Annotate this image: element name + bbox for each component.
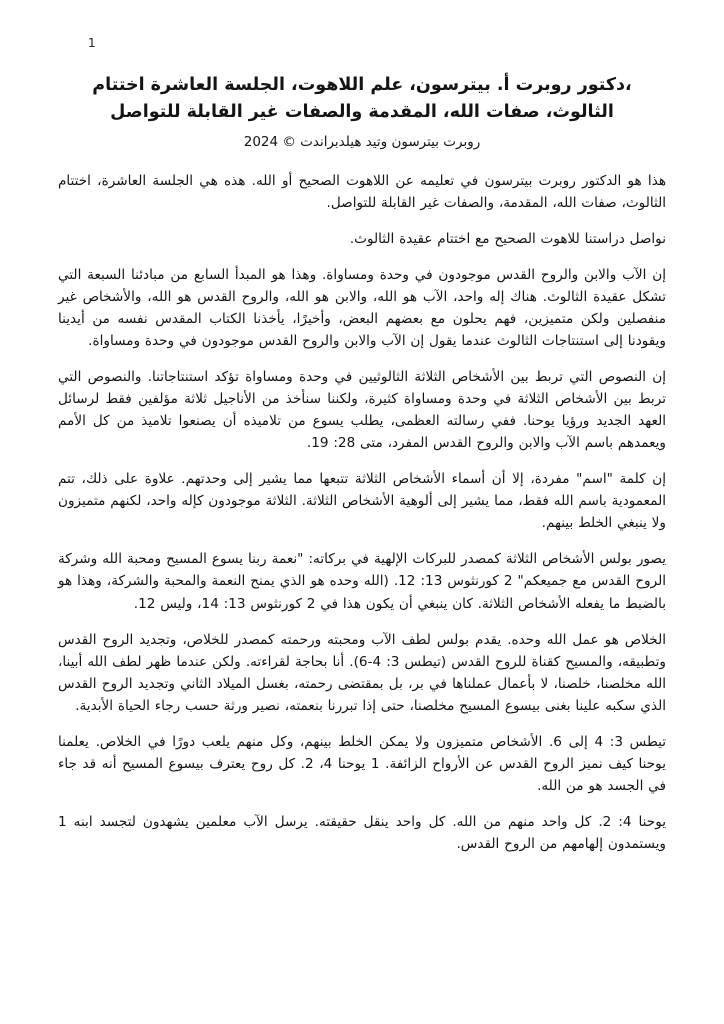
paragraph-titus: تيطس 3: 4 إلى 6. الأشخاص متميزون ولا يمكن الخلط بينهم، وكل منهم يلعب دورًا في الخلاص. يعلمنا يوحنا كيف نميز الروح القدس عن الأرواح الزائفة. 1 يوحنا 4، 2. كل روح يعترف بيسوع المسيح أنه قد جاء في الجسد هو من الله. <box>58 733 666 794</box>
document-title: ،دكتور روبرت أ. بيترسون، علم اللاهوت، الجلسة العاشرة اختتام الثالوث، صفات الله، المقدمة والصفات غير القابلة للتواصل <box>92 75 632 123</box>
paragraph-john: يوحنا 4: 2. كل واحد منهم من الله. كل واحد ينقل حقيقته. يرسل الآب معلمين يشهدون لتجسد ابنه 1 ويستمدون إلهامهم من الروح القدس. <box>58 813 666 852</box>
paragraph-paul-benediction: يصور بولس الأشخاص الثلاثة كمصدر للبركات الإلهية في بركاته: "نعمة ربنا يسوع المسيح ومحبة الله وشركة الروح القدس مع جميعكم" 2 كورنثوس 13: 12. (الله وحده هو الذي يمنح النعمة والمحبة والشركة، وهذا هو بالضبط ما يفعله الأشخاص الثلاثة. كان ينبغي أن يكون هذا في 2 كورنثوس 13: 14، وليس 12. <box>58 551 667 612</box>
paragraph-salvation: الخلاص هو عمل الله وحده. يقدم بولس لطف الآب ومحبته ورحمته كمصدر للخلاص، وتجديد الروح القدس وتطبيقه، والمسيح كقناة للروح القدس (تيطس 3: 4-6). أنا بحاجة لقراءته. ولكن عندما ظهر لطف الله أبينا، الله مخلصنا، خلصنا، لا بأعمال عملناها في بر، بل بمقتضى رحمته، بغسل الميلاد الثاني وتجديد الروح القدس الذي سكبه علينا بغنى بيسوع المسيح مخلصنا، حتى إذا تبررنا بنعمته، نصير ورثة حسب رجاء الحياة الأبدية. <box>58 631 666 714</box>
paragraph-trinity-principle: إن الآب والابن والروح القدس موجودون في وحدة ومساواة. وهذا هو المبدأ السابع من مبادئنا السبعة التي تشكل عقيدة الثالوث. هناك إله واحد، الآب هو الله، والابن هو الله، والروح القدس هو الله، والأشخاص غير منفصلين ولكن متميزين، فهم يحلون مع بعضهم البعض، وأخيرًا، يأخذنا الكتاب المقدس نفسه من أيدينا ويقودنا إلى استنتاجات الثالوث عندما يقول إن الآب والابن والروح القدس موجودون في وحدة ومساواة. <box>58 267 666 350</box>
paragraph-continuation: نواصل دراستنا للاهوت الصحيح مع اختتام عقيدة الثالوث. <box>349 231 666 248</box>
paragraph-intro: هذا هو الدكتور روبرت بيترسون في تعليمه عن اللاهوت الصحيح أو الله. هذه هي الجلسة العاشرة، اختتام الثالوث، صفات الله، المقدمة، والصفات غير القابلة للتواصل. <box>58 173 666 212</box>
page-number: 1 <box>88 36 96 50</box>
paragraph-texts-linking-persons: إن النصوص التي تربط بين الأشخاص الثلاثة الثالوثيين في وحدة ومساواة تؤكد استنتاجاتنا. والنصوص التي تربط بين الأشخاص الثلاثة في وحدة ومساواة كثيرة، ولكننا سنأخذ من الأناجيل ثلاثة مؤلفين فقط لرسائل العهد الجديد ورؤيا يوحنا. ففي رسالته العظمى، يطلب يسوع من تلاميذه أن يصنعوا تلاميذ من كل الأمم ويعمدهم باسم الآب والابن والروح القدس المفرد، متى 28: 19. <box>58 369 666 452</box>
paragraph-singular-name: إن كلمة "اسم" مفردة، إلا أن أسماء الأشخاص الثلاثة تتبعها مما يشير إلى وحدتهم. علاوة على ذلك، تتم المعمودية باسم الله فقط، مما يشير إلى ألوهية الأشخاص الثلاثة. الثلاثة موجودون كإله واحد، لكنهم متميزون ولا ينبغي الخلط بينهم. <box>58 471 666 532</box>
document-byline: روبرت بيترسون وتيد هيلدبراندت © 2024 <box>243 134 481 151</box>
